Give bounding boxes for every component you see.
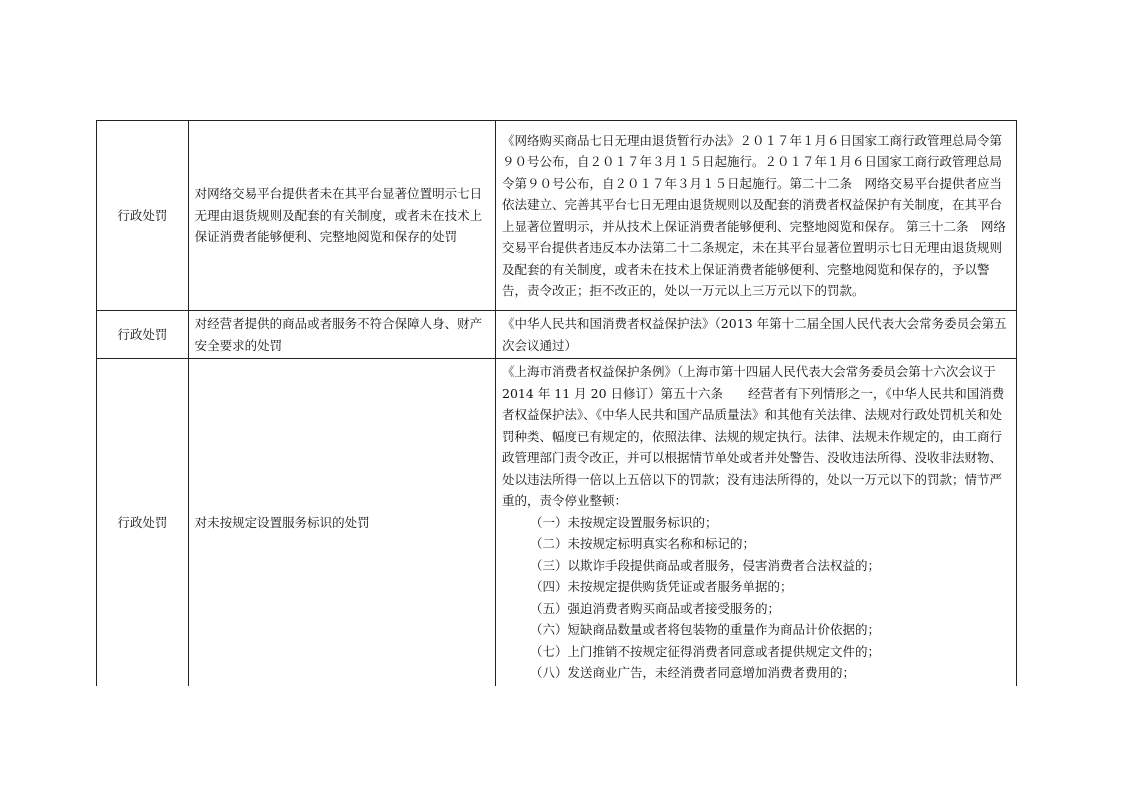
basis-list-item: （三）以欺诈手段提供商品或者服务，侵害消费者合法权益的；: [530, 557, 881, 573]
basis-text: 《上海市消费者权益保护条例》（上海市第十四届人民代表大会常务委员会第十六次会议于 2014 年 11 月 20 日修订）第五十六条 经营者有下列情形之一，《中华人民共和国消费者权益保护法》、《中华人民共和国产品质量法》和其他有关法律、法规对行政处罚机关和处罚种类、幅度已有规定的，依照法律、法规的规定执行。法律、法规未作规定的，由工商行政管理部门责令改正，并可以根据情节单处或者并处警告、没收违法所得、没收非法财物、处以违法所得一倍以上五倍以下的罚款；没有违法所得的，处以一万元以下的罚款；情节严重的，责令停业整顿：: [502, 364, 1005, 508]
basis-list-item: （四）未按规定提供购货凭证或者服务单据的；: [530, 579, 793, 594]
item-cell: 对经营者提供的商品或者服务不符合保障人身、财产安全要求的处罚: [188, 311, 495, 359]
category-cell: 行政处罚: [97, 121, 189, 311]
table-row: [97, 311, 1017, 359]
item-cell: 对未按规定设置服务标识的处罚: [188, 359, 495, 686]
table-row: [97, 359, 1017, 686]
penalty-table: [96, 120, 1017, 686]
basis-cell: 《中华人民共和国消费者权益保护法》（2013 年第十二届全国人民代表大会常务委员会第五次会议通过）: [496, 311, 1017, 359]
basis-cell: [496, 359, 1017, 686]
basis-list-item: （二）未按规定标明真实名称和标记的；: [530, 536, 756, 551]
basis-cell: 《网络购买商品七日无理由退货暂行办法》２０１７年１月６日国家工商行政管理总局令第９０号公布，自２０１７年３月１５日起施行。２０１７年１月６日国家工商行政管理总局令第９０号公布，自２０１７年３月１５日起施行。第二十二条 网络交易平台提供者应当依法建立、完善其平台七日无理由退货规则以及配套的消费者权益保护有关制度，在其平台上显著位置明示，并从技术上保证消费者能够便利、完整地阅览和保存。 第三十二条 网络交易平台提供者违反本办法第二十二条规定，未在其平台显著位置明示七日无理由退货规则及配套的有关制度，或者未在技术上保证消费者能够便利、完整地阅览和保存的，予以警告，责令改正；拒不改正的，处以一万元以上三万元以下的罚款。: [496, 121, 1017, 311]
category-cell: 行政处罚: [97, 311, 189, 359]
basis-list-item: （七）上门推销不按规定征得消费者同意或者提供规定文件的；: [530, 643, 881, 659]
basis-list-item: （六）短缺商品数量或者将包装物的重量作为商品计价依据的；: [530, 622, 881, 637]
basis-list-item: （八）发送商业广告，未经消费者同意增加消费者费用的；: [530, 665, 856, 680]
basis-list-item: （一）未按规定设置服务标识的；: [530, 514, 718, 530]
basis-list-item: （五）强迫消费者购买商品或者接受服务的；: [530, 600, 781, 616]
item-cell: 对网络交易平台提供者未在其平台显著位置明示七日无理由退货规则及配套的有关制度，或者未在技术上保证消费者能够便利、完整地阅览和保存的处罚: [188, 121, 495, 311]
category-cell: 行政处罚: [97, 359, 189, 686]
table-row: [97, 121, 1017, 311]
